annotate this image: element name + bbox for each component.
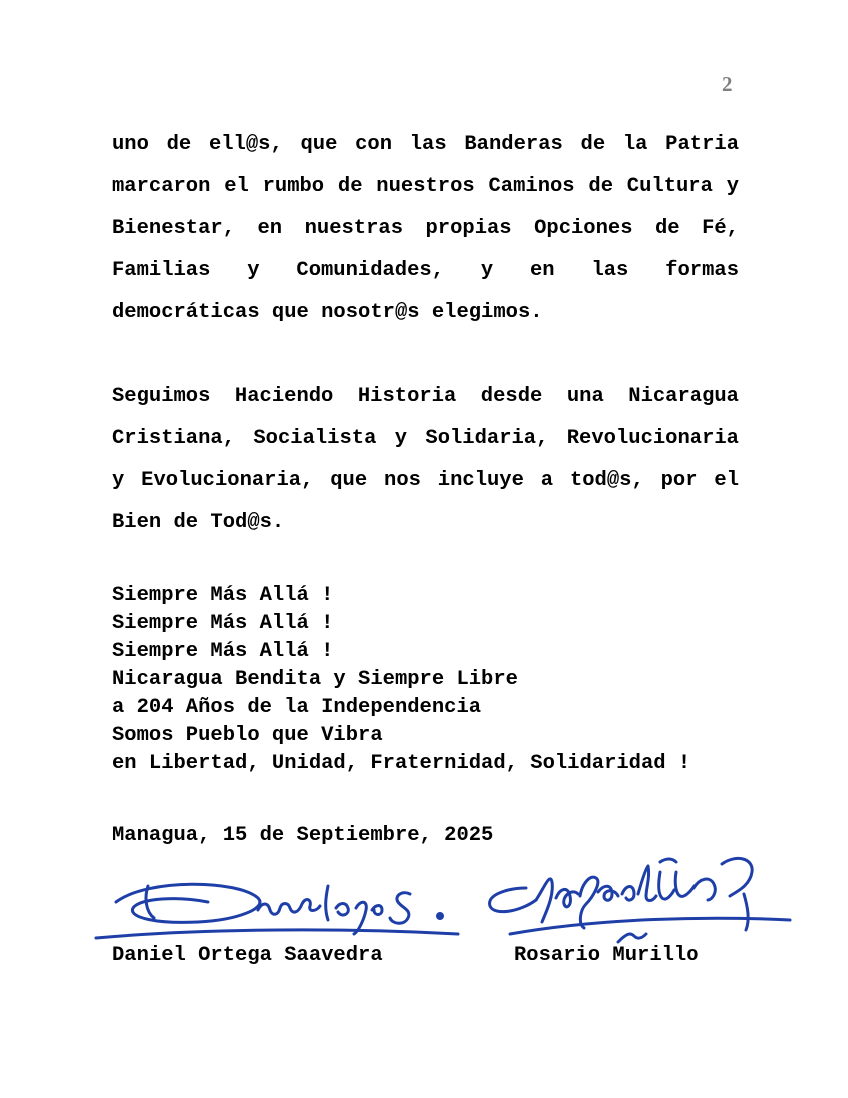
closing-line: Nicaragua Bendita y Siempre Libre (112, 668, 518, 691)
closing-line: Siempre Más Allá ! (112, 584, 334, 607)
closing-line: a 204 Años de la Independencia (112, 696, 482, 719)
signature-murillo (480, 842, 800, 954)
closing-line: Siempre Más Allá ! (112, 640, 334, 663)
closing-line: Somos Pueblo que Vibra (112, 724, 383, 747)
closing-line: Siempre Más Allá ! (112, 612, 334, 635)
signatory-name-1: Daniel Ortega Saavedra (112, 944, 383, 967)
signatory-name-2: Rosario Murillo (514, 944, 699, 967)
closing-slogans (112, 582, 752, 778)
body-paragraph-1: uno de ell@s, que con las Banderas de la Patria marcaron el rumbo de nuestros Caminos de Cultura y Bienestar, en nuestras propias Opciones de Fé, Familias y Comunidades, y en las formas democráticas que nosotr@s elegimos. (112, 133, 739, 324)
place-and-date: Managua, 15 de Septiembre, 2025 (112, 824, 494, 847)
page-number: 2 (722, 72, 733, 96)
closing-line: en Libertad, Unidad, Fraternidad, Solidaridad ! (112, 752, 691, 775)
signature-ortega (88, 868, 468, 948)
body-paragraph-2: Seguimos Haciendo Historia desde una Nicaragua Cristiana, Socialista y Solidaria, Revolucionaria y Evolucionaria, que nos incluye a tod@s, por el Bien de Tod@s. (112, 385, 739, 534)
